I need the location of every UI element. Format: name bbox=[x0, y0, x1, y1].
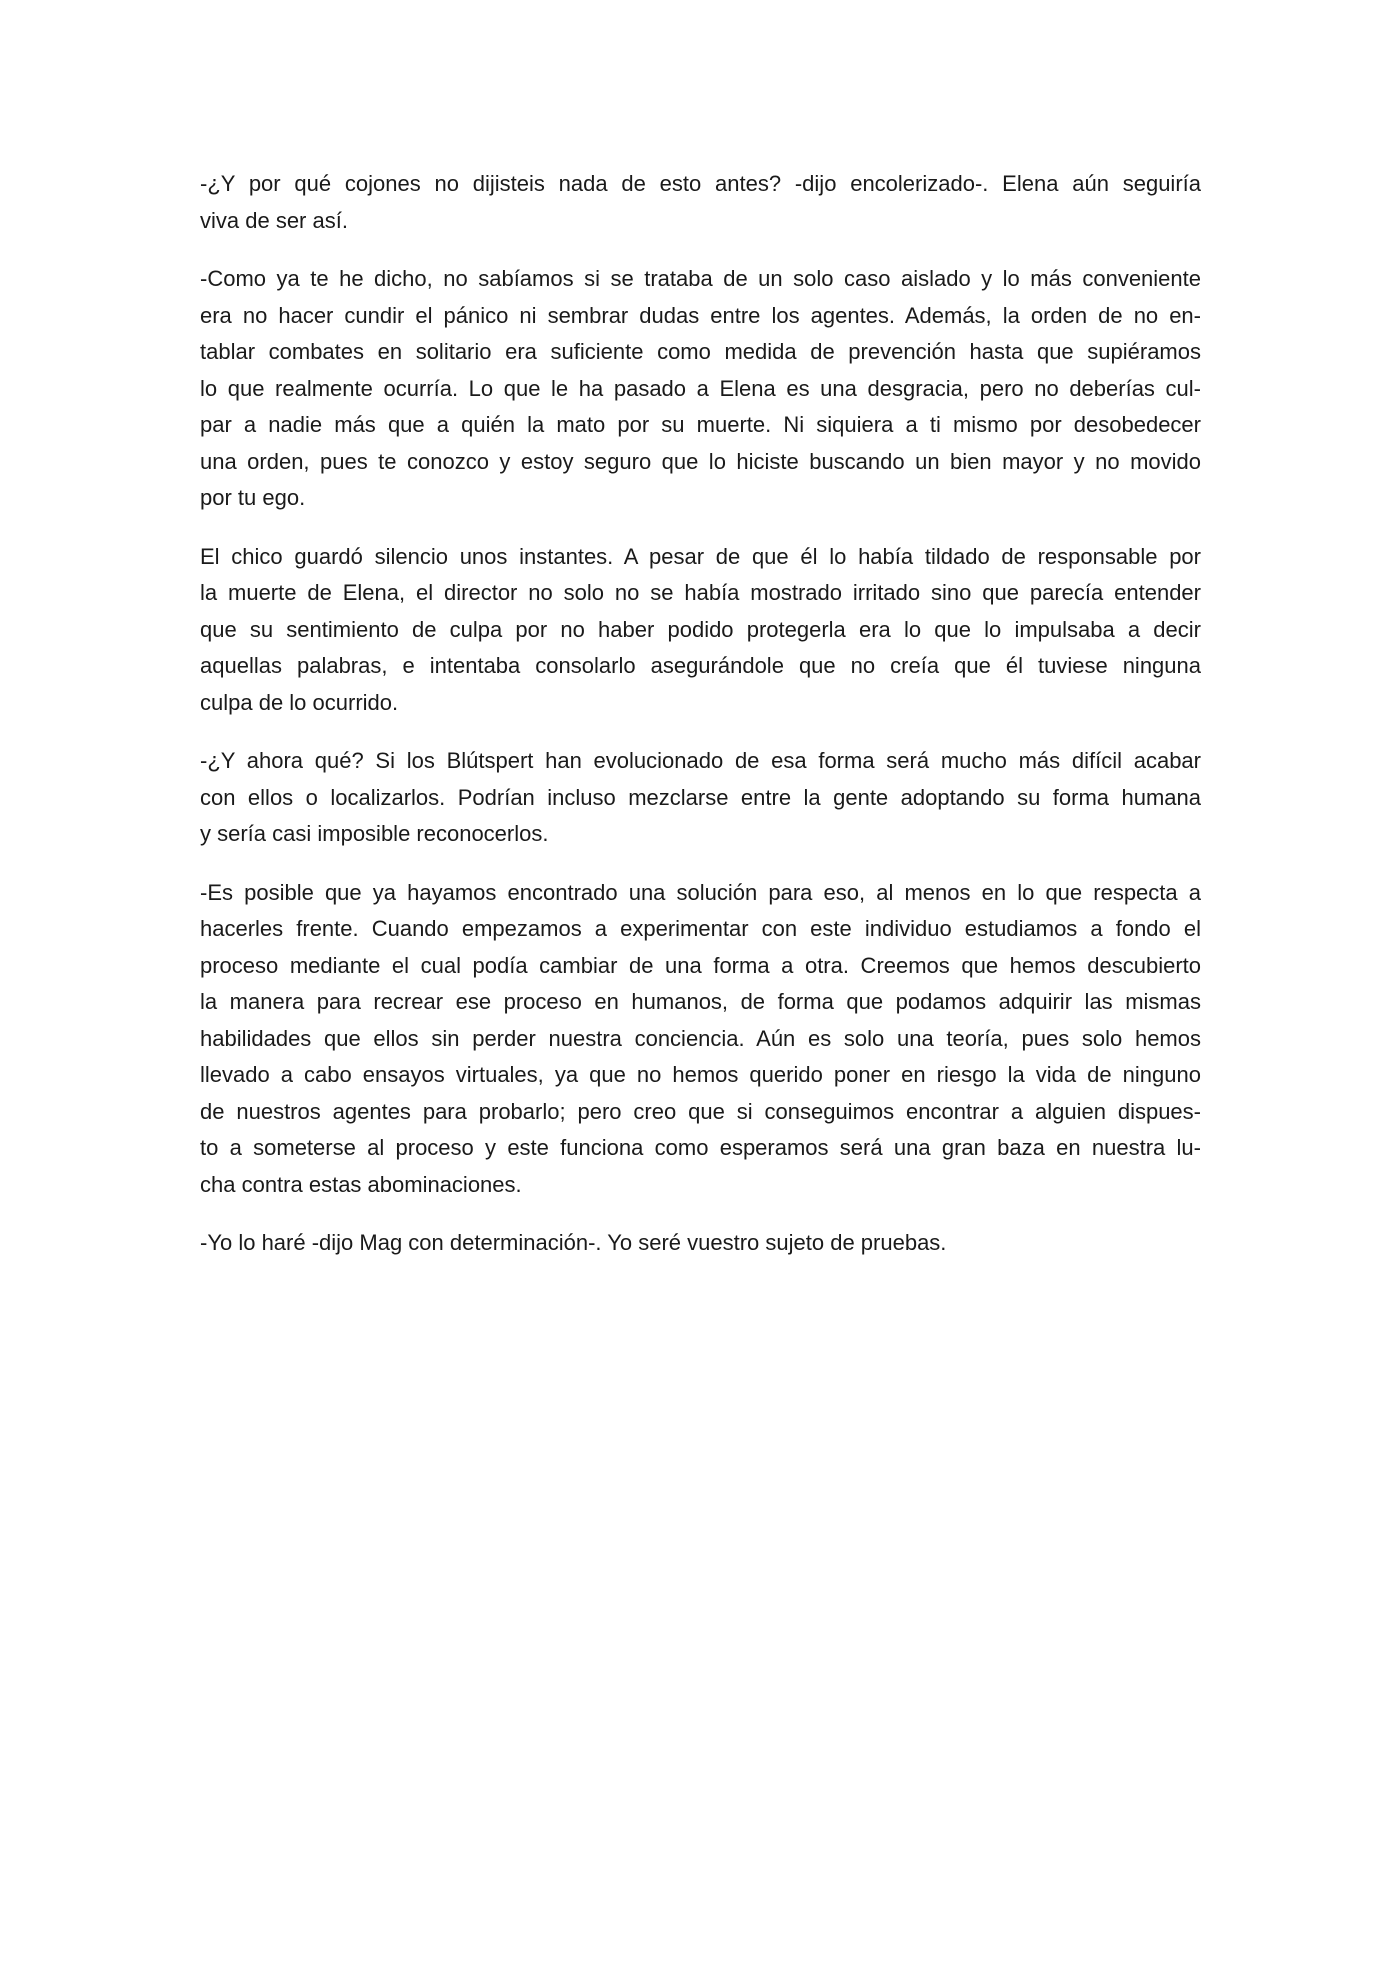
text-line: la manera para recrear ese proceso en humanos, de forma que podamos adquirir las mismas bbox=[200, 989, 1201, 1014]
text-line: era no hacer cundir el pánico ni sembrar dudas entre los agentes. Además, la orden de no en- bbox=[200, 302, 1201, 328]
text-line: -¿Y por qué cojones no dijisteis nada de esto antes? -dijo encolerizado-. Elena aún seguiría bbox=[200, 171, 1201, 196]
text-line: -Yo lo haré -dijo Mag con determinación-. Yo seré vuestro sujeto de pruebas. bbox=[200, 1230, 947, 1255]
text-line: que su sentimiento de culpa por no haber podido protegerla era lo que lo impulsaba a decir bbox=[200, 616, 1201, 642]
text-line: la muerte de Elena, el director no solo no se había mostrado irritado sino que parecía entender bbox=[200, 580, 1201, 605]
text-line: -¿Y ahora qué? Si los Blútspert han evolucionado de esa forma será mucho más difícil acabar bbox=[200, 748, 1201, 773]
text-line: culpa de lo ocurrido. bbox=[200, 689, 399, 715]
text-line: y sería casi imposible reconocerlos. bbox=[200, 821, 549, 846]
paragraph-1 bbox=[200, 166, 1201, 239]
paragraph-4 bbox=[200, 743, 1201, 853]
paragraph-6 bbox=[200, 1225, 1201, 1262]
text-line: habilidades que ellos sin perder nuestra conciencia. Aún es solo una teoría, pues solo hemos bbox=[200, 1025, 1201, 1051]
text-line: tablar combates en solitario era suficiente como medida de prevención hasta que supiéramos bbox=[200, 339, 1201, 364]
text-line: con ellos o localizarlos. Podrían incluso mezclarse entre la gente adoptando su forma humana bbox=[200, 784, 1201, 810]
text-line: aquellas palabras, e intentaba consolarlo asegurándole que no creía que él tuviese ninguna bbox=[200, 653, 1201, 678]
paragraph-2 bbox=[200, 261, 1201, 517]
paragraph-5 bbox=[200, 875, 1201, 1204]
text-line: to a someterse al proceso y este funciona como esperamos será una gran baza en nuestra lu- bbox=[200, 1135, 1201, 1160]
text-line: lo que realmente ocurría. Lo que le ha pasado a Elena es una desgracia, pero no deberías cul- bbox=[200, 375, 1201, 401]
text-line: El chico guardó silencio unos instantes. A pesar de que él lo había tildado de responsable por bbox=[200, 543, 1201, 569]
text-line: una orden, pues te conozco y estoy seguro que lo hiciste buscando un bien mayor y no movido bbox=[200, 448, 1201, 474]
paragraph-3 bbox=[200, 539, 1201, 722]
text-line: viva de ser así. bbox=[200, 207, 348, 233]
text-line: cha contra estas abominaciones. bbox=[200, 1171, 522, 1197]
text-line: llevado a cabo ensayos virtuales, ya que no hemos querido poner en riesgo la vida de ninguno bbox=[200, 1062, 1201, 1087]
text-line: -Como ya te he dicho, no sabíamos si se trataba de un solo caso aislado y lo más conveniente bbox=[200, 266, 1201, 291]
text-line: par a nadie más que a quién la mato por su muerte. Ni siquiera a ti mismo por desobedecer bbox=[200, 412, 1201, 437]
text-line: por tu ego. bbox=[200, 485, 306, 510]
text-line: -Es posible que ya hayamos encontrado una solución para eso, al menos en lo que respecta a bbox=[200, 879, 1201, 905]
text-line: proceso mediante el cual podía cambiar de una forma a otra. Creemos que hemos descubierto bbox=[200, 952, 1201, 978]
text-line: de nuestros agentes para probarlo; pero creo que si conseguimos encontrar a alguien dispues- bbox=[200, 1098, 1201, 1124]
document-body bbox=[200, 166, 1201, 1284]
text-line: hacerles frente. Cuando empezamos a experimentar con este individuo estudiamos a fondo el bbox=[200, 916, 1201, 941]
